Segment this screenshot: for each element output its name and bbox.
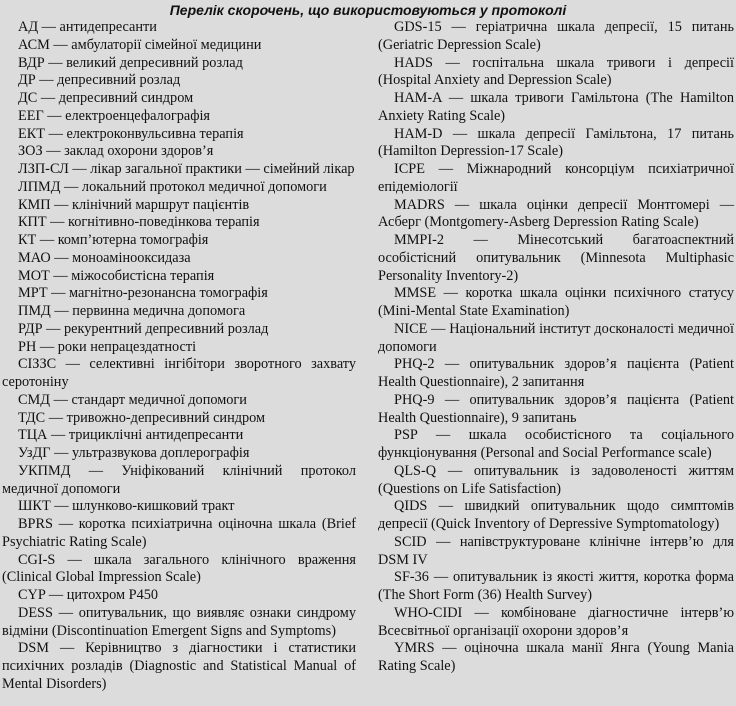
abbreviation-entry: SCID — напівструктуроване клінічне інтерв’ю для DSM IV [378, 533, 734, 568]
abbreviation-entry: ТЦА — трициклічні антидепресанти [18, 427, 244, 444]
abbreviation-entry: КТ — комп’ютерна томографія [18, 232, 209, 248]
abbreviation-entry: МАО — моноамінооксидаза [18, 249, 191, 266]
abbreviation-entry: РДР — рекурентний депресивний розлад [18, 320, 269, 337]
abbreviation-entry: HADS — госпітальна шкала тривоги і депресії (Hospital Anxiety and Depression Scale) [378, 54, 734, 89]
abbreviation-entry: МОТ — міжособистісна терапія [18, 267, 215, 284]
abbreviation-entry: NICE — Національний інститут досконалості медичної допомоги [378, 320, 734, 355]
abbreviation-entry: КПТ — когнітивно-поведінкова терапія [18, 214, 260, 231]
abbreviation-entry: РН — роки непрацездатності [18, 338, 197, 355]
abbreviation-entry: ТДС — тривожно-депресивний синдром [18, 409, 266, 426]
abbreviation-entry: ШКТ — шлунково-кишковий тракт [18, 498, 235, 515]
abbreviation-entry: ЗОЗ — заклад охорони здоров’я [18, 143, 214, 160]
abbreviation-entry: ВДР — великий депресивний розлад [18, 54, 243, 71]
abbreviations-left-column [2, 19, 356, 694]
abbreviation-entry: ЕКТ — електроконвульсивна терапія [18, 125, 244, 142]
abbreviation-entry: QLS-Q — опитувальник із задоволеності життям (Questions on Life Satisfaction) [378, 462, 734, 497]
abbreviation-entry: СМД — стандарт медичної допомоги [18, 391, 247, 408]
abbreviations-right-column [378, 19, 734, 676]
abbreviation-entry: BPRS — коротка психіатрична оціночна шкала (Brief Psychiatric Rating Scale) [2, 516, 356, 550]
abbreviation-entry: GDS-15 — геріатрична шкала депресії, 15 питань (Geriatric Depression Scale) [378, 19, 734, 53]
abbreviation-entry: КМП — клінічний маршрут пацієнтів [18, 196, 250, 213]
abbreviation-entry: CYP — цитохром P450 [18, 587, 159, 603]
abbreviation-entry: АД — антидепресанти [18, 19, 157, 35]
abbreviation-entry: ДС — депресивний синдром [18, 90, 194, 106]
abbreviation-entry: HAM-A — шкала тривоги Гамільтона (The Hamilton Anxiety Rating Scale) [378, 90, 734, 124]
page-title: Перелік скорочень, що використовуються у протоколі [169, 2, 567, 18]
abbreviation-entry: СІЗЗС — селективні інгібітори зворотного захвату серотоніну [2, 356, 356, 390]
abbreviation-entry: DSM — Керівництво з діагностики і статистики психічних розладів (Diagnostic and Statistical Manual of Mental Disorders) [2, 640, 356, 692]
abbreviation-entry: ЛЗП-СЛ — лікар загальної практики — сімейний лікар [18, 161, 355, 177]
abbreviation-entry: MMPI-2 — Мінесотський багатоаспектний особістісний опитувальник (Minnesota Multiphasic Personality Inventory-2) [378, 232, 734, 284]
abbreviation-entry: SF-36 — опитувальник із якості життя, коротка форма (The Short Form (36) Health Survey) [378, 569, 734, 603]
abbreviation-entry: QIDS — швидкий опитувальник щодо симптомів депресії (Quick Inventory of Depressive Symptomatology) [378, 498, 734, 532]
abbreviation-entry: УКПМД — Уніфікований клінічний протокол медичної допомоги [2, 462, 356, 497]
abbreviation-entry: ICPE — Міжнародний консорціум психіатричної епідеміології [378, 161, 734, 195]
abbreviation-entry: MMSE — коротка шкала оцінки психічного статусу (Mini-Mental State Examination) [378, 285, 734, 319]
abbreviation-entry: HAM-D — шкала депресії Гамільтона, 17 питань (Hamilton Depression-17 Scale) [378, 125, 734, 160]
abbreviation-entry: PSP — шкала особистісного та соціального функціонування (Personal and Social Performance scale) [378, 427, 734, 461]
abbreviation-entry: МРТ — магнітно-резонансна томографія [18, 285, 268, 302]
abbreviation-entry: WHO-CIDI — комбіноване діагностичне інтерв’ю Всесвітньої організації охорони здоров’я [378, 604, 734, 639]
abbreviation-entry: YMRS — оціночна шкала манії Янга (Young Mania Rating Scale) [378, 640, 734, 674]
abbreviation-entry: АСМ — амбулаторії сімейної медицини [18, 36, 262, 53]
abbreviation-entry: PHQ-9 — опитувальник здоров’я пацієнта (Patient Health Questionnaire), 9 запитань [378, 391, 734, 426]
abbreviation-entry: УзДГ — ультразвукова доплерографія [18, 445, 250, 461]
abbreviation-entry: ЕЕГ — електроенцефалографія [18, 107, 211, 124]
abbreviation-entry: PHQ-2 — опитувальник здоров’я пацієнта (Patient Health Questionnaire), 2 запитання [378, 356, 734, 390]
abbreviation-entry: DESS — опитувальник, що виявляє ознаки синдрому відміни (Discontinuation Emergent Signs and Symptoms) [2, 604, 356, 639]
abbreviation-entry: CGI-S — шкала загального клінічного враження (Clinical Global Impression Scale) [2, 551, 356, 586]
abbreviation-entry: ЛПМД — локальний протокол медичної допомоги [18, 178, 327, 195]
abbreviation-entry: ПМД — первинна медична допомога [18, 303, 246, 319]
abbreviation-entry: ДР — депресивний розлад [18, 72, 181, 89]
abbreviation-entry: MADRS — шкала оцінки депресії Монтгомері — Асберг (Montgomery-Asberg Depression Rating Scale) [378, 196, 734, 231]
